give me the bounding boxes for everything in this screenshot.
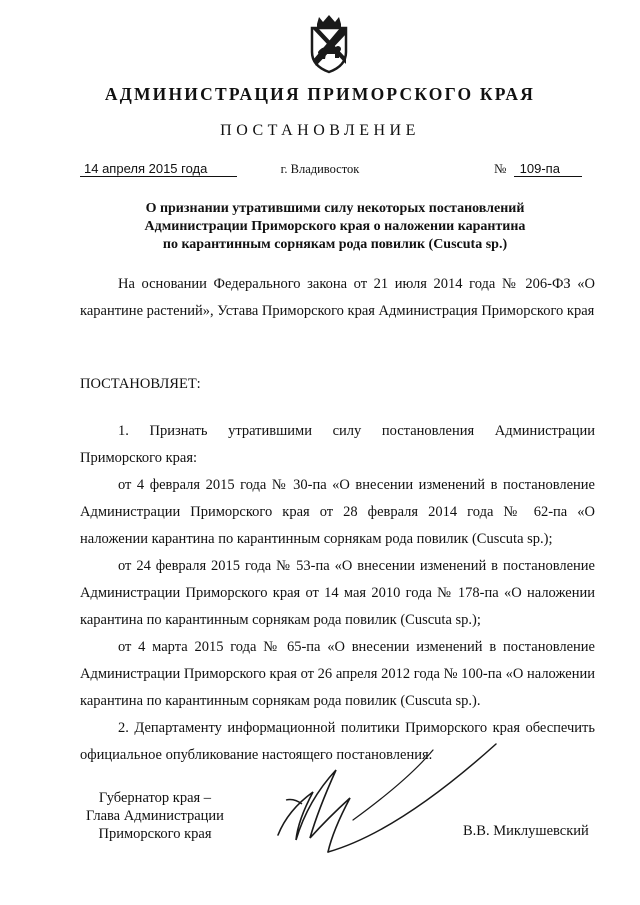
resolution-item: от 24 февраля 2015 года № 53-па «О внесении изменений в постановление Администрации Приморского края от 14 мая 2010 года № 178-па «О наложении карантина по карантинным сорнякам рода повилик (Cuscuta sp.); [80, 558, 595, 628]
coat-of-arms-icon [304, 14, 354, 74]
organization-title: АДМИНИСТРАЦИЯ ПРИМОРСКОГО КРАЯ [104, 84, 536, 104]
resolves-heading: ПОСТАНОВЛЯЕТ: [80, 376, 201, 392]
handwritten-signature [258, 740, 508, 860]
document-type: ПОСТАНОВЛЕНИЕ [220, 122, 420, 139]
position-line: Губернатор края – [98, 790, 212, 806]
document-number [494, 162, 582, 177]
number-label: № [494, 161, 507, 176]
document-city: г. Владивосток [280, 162, 360, 176]
basis-section [80, 271, 595, 325]
resolution-item: 1. Признать утратившими силу постановления Администрации Приморского края: [80, 423, 595, 466]
document-date: 14 апреля 2015 года [80, 162, 237, 177]
position-line: Глава Администрации [86, 808, 224, 824]
subject-line: по карантинным сорнякам рода повилик (Cuscuta sp.) [162, 237, 508, 252]
number-value: 109-па [514, 162, 582, 177]
resolution-item: от 4 марта 2015 года № 65-па «О внесении изменений в постановление Администрации Приморского края от 26 апреля 2012 года № 100-па «О наложении карантина по карантинным сорнякам рода повилик (Cuscuta sp.). [80, 639, 595, 709]
subject-line: О признании утратившими силу некоторых постановлений [145, 201, 525, 216]
signatory-position [80, 789, 230, 843]
basis-paragraph: На основании Федерального закона от 21 июля 2014 года № 206-ФЗ «О карантине растений», Устава Приморского края Администрация Приморского края [80, 276, 595, 319]
position-line: Приморского края [98, 826, 212, 842]
resolution-item: от 4 февраля 2015 года № 30-па «О внесении изменений в постановление Администрации Приморского края от 28 февраля 2014 года № 62-па «О наложении карантина по карантинным сорнякам рода повилик (Cuscuta sp.); [80, 477, 595, 547]
resolution-items [80, 418, 595, 769]
resolution-item: 2. Департаменту информационной политики Приморского края обеспечить официальное опубликование настоящего постановления. [80, 720, 595, 763]
subject-line: Администрации Приморского края о наложении карантина [144, 219, 526, 234]
document-subject [80, 200, 590, 254]
signatory-name: В.В. Миклушевский [463, 823, 589, 839]
